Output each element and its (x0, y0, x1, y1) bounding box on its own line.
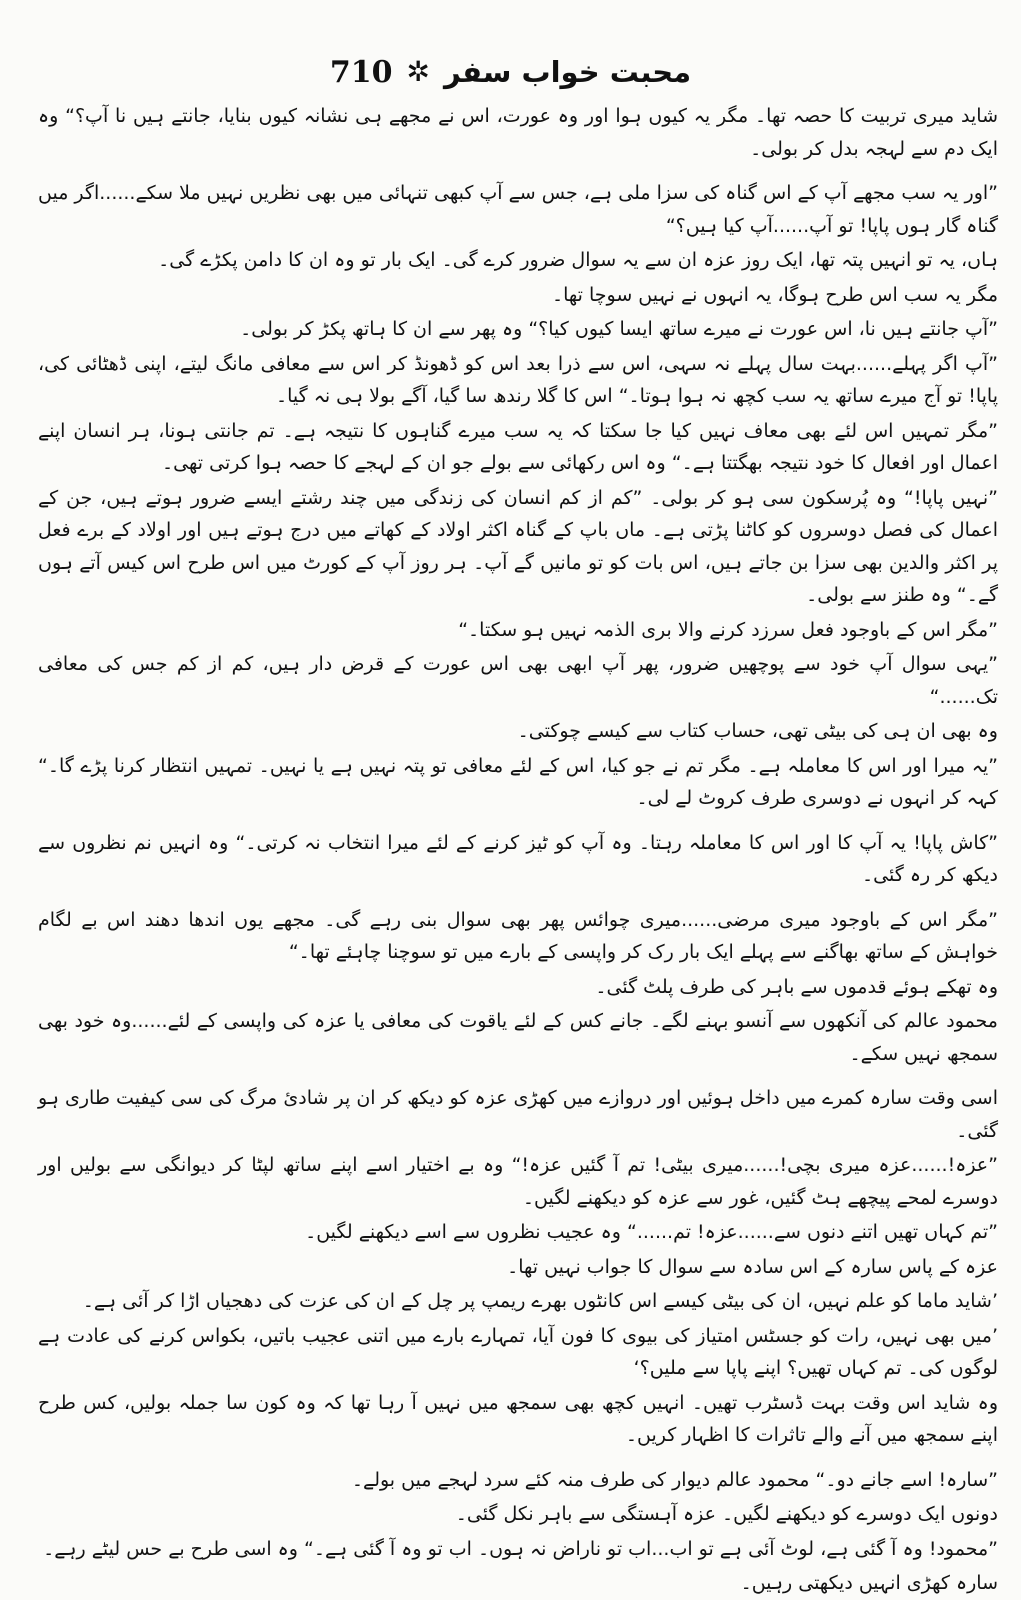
body-text (38, 100, 998, 1594)
paragraph: ”سارہ! اسے جانے دو۔“ محمود عالم دیوار کی طرف منہ کئے سرد لہجے میں بولے۔ (351, 1468, 998, 1491)
book-title: محبت خواب سفر (443, 55, 692, 89)
paragraph: شاید میری تربیت کا حصہ تھا۔ مگر یہ کیوں ہوا اور وہ عورت، اس نے مجھے ہی نشانہ کیوں بنایا، جانتے ہیں نا آپ؟“ وہ ایک دم سے لہجہ بدل کر بولی۔ (38, 105, 998, 160)
paragraph: ”عزہ!......عزہ میری بچی!......میری بیٹی! تم آ گئیں عزہ!“ وہ بے اختیار اسے اپنے ساتھ لپٹا کر دیوانگی سے بولیں اور دوسرے لمحے پیچھے ہٹ گئیں، غور سے عزہ کو دیکھنے لگیں۔ (38, 1154, 998, 1209)
paragraph: سارہ کھڑی انہیں دیکھتی رہیں۔ (740, 1572, 998, 1594)
paragraph: ”مگر اس کے باوجود میری مرضی......میری چوائس پھر بھی سوال بنی رہے گی۔ مجھے یوں اندھا دھند اس بے لگام خواہش کے ساتھ بھاگنے سے پہلے ایک بار رک کر واپسی کے بارے میں تو سوچنا چاہئے تھا۔“ (38, 908, 998, 963)
paragraph: ”یہی سوال آپ خود سے پوچھیں ضرور، پھر آپ ابھی بھی اس عورت کے قرض دار ہیں، کم از کم جس کی معافی تک......“ (38, 653, 998, 708)
paragraph: ”آپ جانتے ہیں نا، اس عورت نے میرے ساتھ ایسا کیوں کیا؟“ وہ پھر سے ان کا ہاتھ پکڑ کر بولی۔ (240, 318, 998, 340)
paragraph: ’میں بھی نہیں، رات کو جسٹس امتیاز کی بیوی کا فون آیا، تمہارے بارے میں اتنی عجیب باتیں، بکواس کرنے کی عادت ہے لوگوں کی۔ تم کہاں تھیں؟ اپنے پاپا سے ملیں؟‘ (38, 1324, 998, 1379)
paragraph: ”کاش پاپا! یہ آپ کا اور اس کا معاملہ رہتا۔ وہ آپ کو ٹیز کرنے کے لئے میرا انتخاب نہ کرتی۔“ وہ انہیں نم نظروں سے دیکھ کر رہ گئی۔ (38, 831, 998, 886)
page-header (0, 50, 1021, 94)
paragraph: عزہ کے پاس سارہ کے اس سادہ سے سوال کا جواب نہیں تھا۔ (507, 1255, 998, 1278)
paragraph: ”آپ اگر پہلے......بہت سال پہلے نہ سہی، اس سے ذرا بعد اس کو ڈھونڈ کر اس سے معافی مانگ لیتے، اپنی ڈھٹائی کی، پاپا! تو آج میرے ساتھ یہ سب کچھ نہ ہوا ہوتا۔“ اس کا گلا رندھ سا گیا، آگے بولا ہی نہ گیا۔ (38, 352, 998, 407)
paragraph: ’شاید ماما کو علم نہیں، ان کی بیٹی کیسے اس کانٹوں بھرے ریمپ پر چل کے ان کی عزت کی دھجیاں اڑا کر آئی ہے۔ (82, 1290, 998, 1312)
paragraph: وہ بھی ان ہی کی بیٹی تھی، حساب کتاب سے کیسے چوکتی۔ (517, 720, 998, 742)
paragraph: ”محمود! وہ آ گئی ہے، لوٹ آئی ہے تو اب...اب تو ناراض نہ ہوں۔ اب تو وہ آ گئی ہے۔“ وہ اسی طرح بے حس لیٹے رہے۔ (43, 1537, 998, 1560)
paragraph: محمود عالم کی آنکھوں سے آنسو بہنے لگے۔ جانے کس کے لئے یاقوت کی معافی یا عزہ کی واپسی کے لئے......وہ خود بھی سمجھ نہیں سکے۔ (38, 1010, 998, 1065)
paragraph: ”نہیں پاپا!“ وہ پُرسکون سی ہو کر بولی۔ ”کم از کم انسان کی زندگی میں چند رشتے ایسے ضرور ہوتے ہیں، جن کے اعمال کی فصل دوسروں کو کاٹنا پڑتی ہے۔ ماں باپ کے گناہ اکثر اولاد کے کھاتے میں درج ہوتے ہیں اور اولاد کے برے فعل پر اکثر والدین بھی سزا بن جاتے ہیں، اس بات کو تو مانیں گے آپ۔ ہر روز آپ کے کورٹ میں اس طرح اس کیس آتے ہوں گے۔“ وہ طنز سے بولی۔ (38, 486, 998, 606)
paragraph: دونوں ایک دوسرے کو دیکھنے لگیں۔ عزہ آہستگی سے باہر نکل گئی۔ (455, 1503, 998, 1525)
paragraph: وہ تھکے ہوئے قدموں سے باہر کی طرف پلٹ گئی۔ (595, 975, 998, 998)
paragraph: ہاں، یہ تو انہیں پتہ تھا، ایک روز عزہ ان سے یہ سوال ضرور کرے گی۔ ایک بار تو وہ ان کا دامن پکڑے گی۔ (158, 249, 998, 271)
paragraph: ”مگر تمہیں اس لئے بھی معاف نہیں کیا جا سکتا کہ یہ سب میرے گناہوں کا نتیجہ ہے۔ تم جانتی ہونا، ہر انسان اپنے اعمال اور افعال کا خود نتیجہ بھگتتا ہے۔“ وہ اس رکھائی سے بولے جو ان کے لہجے کا حصہ ہوا کرتی تھی۔ (38, 419, 998, 474)
flower-ornament-icon: ✲ (406, 55, 430, 88)
page-number: 710 (329, 54, 393, 90)
paragraph: مگر یہ سب اس طرح ہوگا، یہ انہوں نے نہیں سوچا تھا۔ (551, 283, 998, 306)
paragraph: ”یہ میرا اور اس کا معاملہ ہے۔ مگر تم نے جو کیا، اس کے لئے معافی تو پتہ نہیں ہے یا نہیں۔ تمہیں انتظار کرنا پڑے گا۔“ کہہ کر انہوں نے دوسری طرف کروٹ لے لی۔ (38, 754, 998, 809)
paragraph: ”اور یہ سب مجھے آپ کے اس گناہ کی سزا ملی ہے، جس سے آپ کبھی تنہائی میں بھی نظریں نہیں ملا سکے......اگر میں گناہ گار ہوں پاپا! تو آپ......آپ کیا ہیں؟“ (38, 182, 998, 237)
paragraph: ”مگر اس کے باوجود فعل سرزد کرنے والا بری الذمہ نہیں ہو سکتا۔“ (458, 618, 998, 641)
paragraph: وہ شاید اس وقت بہت ڈسٹرب تھیں۔ انہیں کچھ بھی سمجھ میں نہیں آ رہا تھا کہ وہ کون سا جملہ بولیں، کس طرح اپنے سمجھ میں آنے والے تاثرات کا اظہار کریں۔ (38, 1391, 998, 1446)
paragraph: اسی وقت سارہ کمرے میں داخل ہوئیں اور دروازے میں کھڑی عزہ کو دیکھ کر ان پر شادیٔ مرگ کی سی کیفیت طاری ہو گئی۔ (38, 1087, 998, 1142)
paragraph: ”تم کہاں تھیں اتنے دنوں سے......عزہ! تم......“ وہ عجیب نظروں سے اسے دیکھنے لگیں۔ (305, 1221, 998, 1243)
